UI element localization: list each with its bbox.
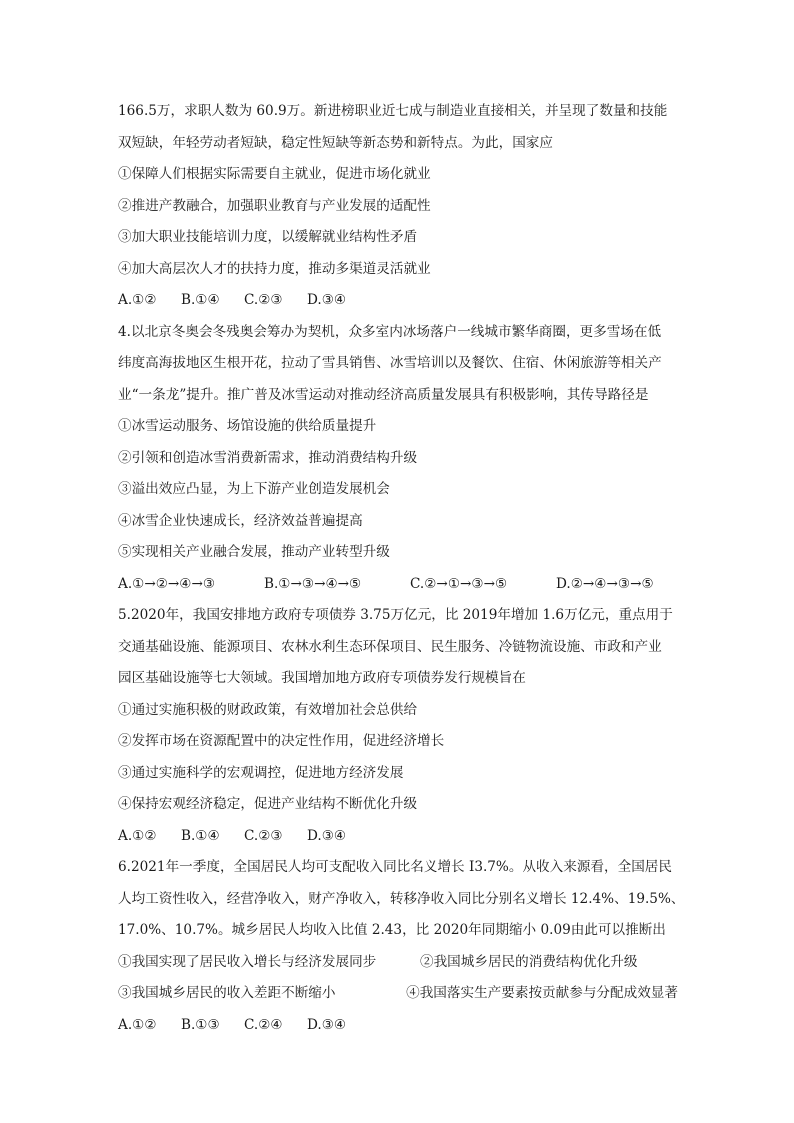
choice-c: C.②→①→③→⑤ <box>410 575 508 592</box>
choice-d: D.③④ <box>307 827 347 844</box>
question-4-option: ②引领和创造冰雪消费新需求，推动消费结构升级 <box>118 449 418 466</box>
question-6 <box>118 852 685 1041</box>
question-5-option: ②发挥市场在资源配置中的决定性作用，促进经济增长 <box>118 733 445 749</box>
question-6-option-row <box>118 978 678 1010</box>
question-4-option: ⑤实现相关产业融合发展，推动产业转型升级 <box>118 544 390 560</box>
question-4-option: ③溢出效应凸显，为上下游产业创造发展机会 <box>118 481 390 497</box>
choice-b: B.①④ <box>181 827 220 844</box>
question-6-choices <box>118 1010 678 1042</box>
choice-a: A.①② <box>118 827 157 844</box>
question-3-option: ③加大职业技能培训力度，以缓解就业结构性矛盾 <box>118 229 418 245</box>
question-6-stem-line: 17.0%、10.7%。城乡居民人均收入比值 2.43，比 2020年同期缩小 0.09由此可以推断出 <box>118 922 666 938</box>
question-3-option: ②推进产教融合，加强职业教育与产业发展的适配性 <box>118 197 431 214</box>
question-6-option: ②我国城乡居民的消费结构优化升级 <box>420 953 638 970</box>
choice-d: D.③④ <box>307 1016 347 1033</box>
question-5-stem-line: 5.2020年，我国安排地方政府专项债券 3.75万亿元，比 2019年增加 1.6万亿元，重点用于 <box>118 607 673 623</box>
question-4-option: ④冰雪企业快速成长，经济效益普遍提高 <box>118 512 363 529</box>
question-5-option: ④保持宏观经济稳定，促进产业结构不断优化升级 <box>118 796 418 812</box>
question-4-stem-line: 业“一条龙”提升。推广普及冰雪运动对推动经济高质量发展具有积极影响，其传导路径是 <box>118 386 649 403</box>
question-5-stem-line: 园区基础设施等七大领域。我国增加地方政府专项债券发行规模旨在 <box>118 670 526 686</box>
question-3-stem-line: 双短缺，年轻劳动者短缺，稳定性短缺等新态势和新特点。为此，国家应 <box>118 134 553 151</box>
question-4 <box>118 317 678 601</box>
choice-a: A.①→②→④→③ <box>118 575 216 592</box>
question-6-stem-line: 人均工资性收入，经营净收入，财产净收入，转移净收入同比分别名义增长 12.4%、19.5%、 <box>118 890 685 907</box>
choice-b: B.①④ <box>181 292 220 308</box>
question-3-choices <box>118 285 678 317</box>
choice-b: B.①③ <box>181 1016 220 1033</box>
choice-c: C.②③ <box>244 292 283 308</box>
choice-c: C.②③ <box>244 827 283 844</box>
question-5-option: ③通过实施科学的宏观调控，促进地方经济发展 <box>118 764 404 781</box>
question-3 <box>118 96 678 317</box>
question-5-choices <box>118 821 678 853</box>
choice-d: D.②→④→③→⑤ <box>556 575 654 592</box>
question-6-option: ①我国实现了居民收入增长与经济发展同步 <box>118 953 377 970</box>
question-4-stem-line: 4.以北京冬奥会冬残奥会筹办为契机，众多室内冰场落户一线城市繁华商圈，更多雪场在低 <box>118 323 662 340</box>
question-6-stem-line: 6.2021年一季度，全国居民人均可支配收入同比名义增长 I3.7%。从收入来源看，全国居民 <box>118 859 672 875</box>
question-5-option: ①通过实施积极的财政政策，有效增加社会总供给 <box>118 701 418 718</box>
question-4-option: ①冰雪运动服务、场馆设施的供给质量提升 <box>118 418 377 434</box>
question-3-option: ④加大高层次人才的扶持力度，推动多渠道灵活就业 <box>118 260 431 277</box>
choice-d: D.③④ <box>307 292 347 308</box>
question-5 <box>118 600 678 852</box>
question-4-choices <box>118 569 678 601</box>
question-6-option: ④我国落实生产要素按贡献参与分配成效显著 <box>406 985 678 1001</box>
question-6-option-row <box>118 947 678 979</box>
choice-c: C.②④ <box>244 1016 283 1033</box>
choice-a: A.①② <box>118 292 157 308</box>
question-6-option: ③我国城乡居民的收入差距不断缩小 <box>118 985 336 1001</box>
exam-page <box>118 96 685 1041</box>
question-3-stem-line: 166.5万，求职人数为 60.9万。新进榜职业近七成与制造业直接相关，并呈现了数量和技能 <box>118 103 668 119</box>
choice-b: B.①→③→④→⑤ <box>264 575 362 592</box>
choice-a: A.①② <box>118 1016 157 1033</box>
question-5-stem-line: 交通基础设施、能源项目、农林水利生态环保项目、民生服务、冷链物流设施、市政和产业 <box>118 638 662 655</box>
question-3-option: ①保障人们根据实际需要自主就业，促进市场化就业 <box>118 166 431 182</box>
question-4-stem-line: 纬度高海拔地区生根开花，拉动了雪具销售、冰雪培训以及餐饮、住宿、休闲旅游等相关产 <box>118 355 662 371</box>
